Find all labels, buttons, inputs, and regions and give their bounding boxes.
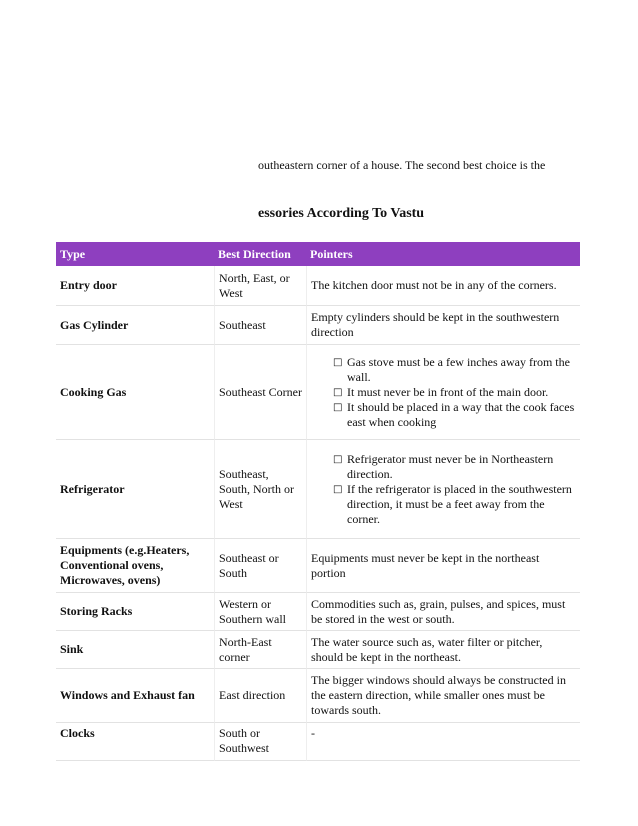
table-row [56, 669, 580, 723]
header-best-direction: Best Direction [214, 242, 306, 266]
row-direction: North, East, or West [214, 266, 306, 306]
row-pointers [306, 440, 580, 539]
bullet-box-icon: □ [333, 483, 343, 495]
row-type: Clocks [56, 723, 214, 761]
row-pointers [306, 345, 580, 440]
row-direction: Southeast, South, North or West [214, 440, 306, 539]
pointer-list [311, 452, 576, 527]
list-item [333, 399, 576, 430]
row-type: Windows and Exhaust fan [56, 669, 214, 723]
table-row [56, 723, 580, 761]
row-direction: Western or Southern wall [214, 593, 306, 631]
list-item [333, 481, 576, 527]
table-header-row [56, 242, 580, 266]
row-pointer: Empty cylinders should be kept in the southwestern direction [306, 306, 580, 345]
table-row [56, 539, 580, 593]
row-type: Entry door [56, 266, 214, 306]
row-type: Gas Cylinder [56, 306, 214, 345]
row-pointer: Equipments must never be kept in the northeast portion [306, 539, 580, 593]
bullet-box-icon: □ [333, 453, 343, 465]
pointer-text: It must never be in front of the main door. [347, 384, 549, 399]
table-row [56, 593, 580, 631]
header-type: Type [56, 242, 214, 266]
row-pointer: The water source such as, water filter or pitcher, should be kept in the northeast. [306, 631, 580, 669]
pointer-text: If the refrigerator is placed in the southwestern direction, it must be a feet away from the corner. [347, 481, 572, 526]
row-pointer: Commodities such as, grain, pulses, and spices, must be stored in the west or south. [306, 593, 580, 631]
vastu-table [56, 242, 580, 761]
row-pointer: The bigger windows should always be constructed in the eastern direction, while smaller ones must be towards south. [306, 669, 580, 723]
pointer-list [311, 355, 576, 430]
list-item [333, 354, 576, 385]
pointer-text: It should be placed in a way that the cook faces east when cooking [347, 399, 575, 429]
row-direction: Southeast or South [214, 539, 306, 593]
row-type: Equipments (e.g.Heaters, Conventional ovens, Microwaves, ovens) [56, 539, 214, 593]
row-direction: East direction [214, 669, 306, 723]
section-heading: essories According To Vastu [258, 206, 425, 221]
pointer-text: Gas stove must be a few inches away from the wall. [347, 354, 570, 384]
header-pointers: Pointers [306, 242, 580, 266]
row-type: Sink [56, 631, 214, 669]
bullet-box-icon: □ [333, 356, 343, 368]
intro-text: outheastern corner of a house. The second best choice is the [258, 158, 546, 172]
row-type: Cooking Gas [56, 345, 214, 440]
row-pointer: - [306, 723, 580, 761]
row-type: Storing Racks [56, 593, 214, 631]
row-direction: North-East corner [214, 631, 306, 669]
row-direction: Southeast Corner [214, 345, 306, 440]
table-row [56, 266, 580, 306]
list-item [333, 451, 576, 482]
pointer-text: Refrigerator must never be in Northeastern direction. [347, 451, 554, 481]
table-row [56, 631, 580, 669]
row-type: Refrigerator [56, 440, 214, 539]
table-row [56, 440, 580, 539]
row-direction: South or Southwest [214, 723, 306, 761]
bullet-box-icon: □ [333, 401, 343, 413]
table-row [56, 306, 580, 345]
bullet-box-icon: □ [333, 386, 343, 398]
row-pointer: The kitchen door must not be in any of the corners. [306, 266, 580, 306]
table-row [56, 345, 580, 440]
row-direction: Southeast [214, 306, 306, 345]
list-item [333, 384, 576, 400]
